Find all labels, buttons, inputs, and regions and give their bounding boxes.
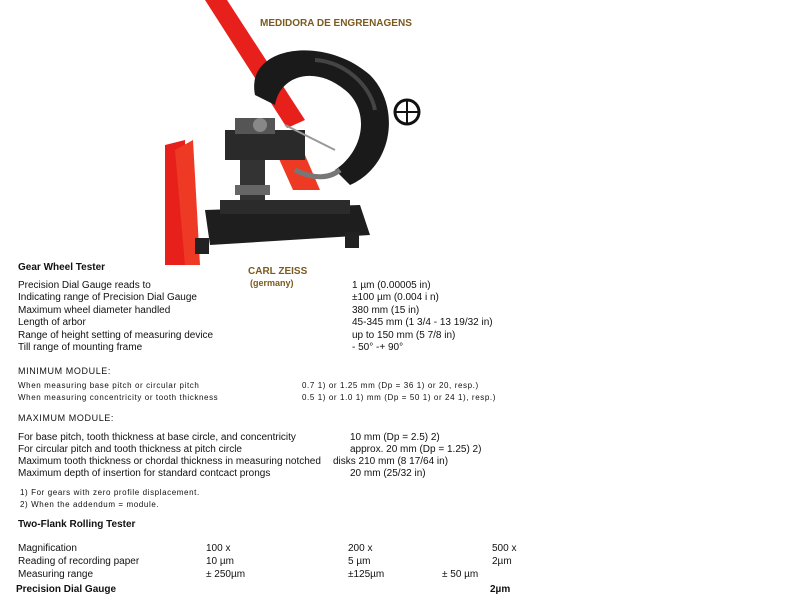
min-module-value: 0.7 1) or 1.25 mm (Dp = 36 1) or 20, resp.) [302,381,479,390]
table-row-label: Reading of recording paper [18,556,140,567]
photo-caption-origin: (germany) [250,278,294,288]
gear-tester-title: Gear Wheel Tester [18,262,106,273]
table-cell: 100 x [206,543,231,554]
min-module-label: When measuring base pitch or circular pitch [18,381,200,390]
spec-label: Indicating range of Precision Dial Gauge [18,292,197,303]
min-module-title: MINIMUM MODULE: [18,366,111,376]
spec-value: 45-345 mm (1 3/4 - 13 19/32 in) [352,317,493,328]
spec-value: - 50° -+ 90° [352,342,404,353]
table-cell: ± 250µm [206,569,246,580]
max-module-label: For base pitch, tooth thickness at base circle, and concentricity [18,432,296,443]
photo-caption-title: MEDIDORA DE ENGRENAGENS [260,18,412,29]
table-cell: 5 µm [348,556,371,567]
spec-value: 380 mm (15 in) [352,305,420,316]
spec-label: Range of height setting of measuring device [18,330,214,341]
table-row-label: Measuring range [18,569,94,580]
spec-value: up to 150 mm (5 7/8 in) [352,330,456,341]
machine-illustration [165,0,425,265]
max-module-value: 20 mm (25/32 in) [350,468,426,479]
max-module-label: Maximum tooth thickness or chordal thickness in measuring notched [18,456,321,467]
table-cell: 2µm [492,556,512,567]
table-cell: ±125µm [348,569,385,580]
table-cell: 500 x [492,543,517,554]
precision-gauge-label: Precision Dial Gauge [16,584,117,595]
table-row-label: Magnification [18,543,77,554]
precision-gauge-value: 2µm [490,584,511,595]
min-module-label: When measuring concentricity or tooth thickness [18,393,219,402]
max-module-value: approx. 20 mm (Dp = 1.25) 2) [350,444,482,455]
min-module-value: 0.5 1) or 1.0 1) mm (Dp = 50 1) or 24 1), resp.) [302,393,496,402]
footnote: 1) For gears with zero profile displacement. [20,488,200,497]
table-cell: 10 µm [206,556,234,567]
max-module-value: 10 mm (Dp = 2.5) 2) [350,432,440,443]
spec-value: ±100 µm (0.004 i n) [352,292,439,303]
photo-caption-brand: CARL ZEISS [248,266,308,277]
table-cell: ± 50 µm [442,569,479,580]
rolling-tester-title: Two-Flank Rolling Tester [18,519,136,530]
max-module-value: disks 210 mm (8 17/64 in) [333,456,449,467]
spec-value: 1 µm (0.00005 in) [352,280,431,291]
max-module-label: For circular pitch and tooth thickness at pitch circle [18,444,242,455]
spec-label: Till range of mounting frame [18,342,143,353]
footnote: 2) When the addendum = module. [20,500,160,509]
max-module-title: MAXIMUM MODULE: [18,413,115,423]
spec-label: Maximum wheel diameter handled [18,305,171,316]
spec-label: Length of arbor [18,317,86,328]
spec-label: Precision Dial Gauge reads to [18,280,151,291]
gear-tester-photo [165,0,425,277]
max-module-label: Maximum depth of insertion for standard contcact prongs [18,468,271,479]
table-cell: 200 x [348,543,373,554]
